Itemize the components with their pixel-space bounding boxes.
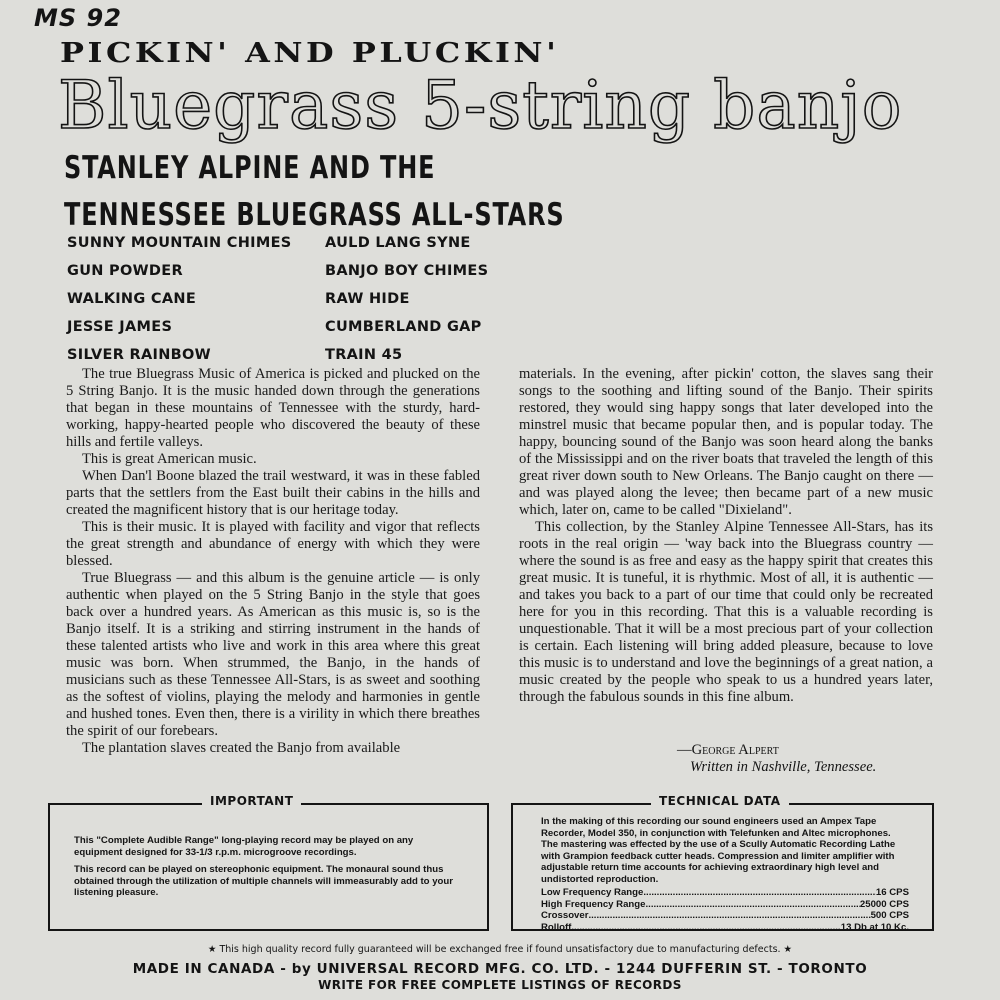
track-item: SUNNY MOUNTAIN CHIMES — [67, 235, 292, 251]
tech-row — [541, 887, 909, 899]
tech-row — [541, 899, 909, 911]
track-item: GUN POWDER — [67, 263, 183, 279]
manufacturer-line: MADE IN CANADA - by UNIVERSAL RECORD MFG. CO. LTD. - 1244 DUFFERIN ST. - TORONTO — [132, 961, 868, 977]
album-subtitle: PICKIN' AND PLUCKIN' — [60, 38, 560, 69]
technical-data-title: TECHNICAL DATA — [651, 796, 789, 808]
liner-paragraph: When Dan'l Boone blazed the trail westward, it was in these fabled parts that the settlers from the East built their cabins in the hills and created the magnificent history that is our heritage today. — [66, 468, 480, 518]
track-item: TRAIN 45 — [325, 347, 403, 363]
liner-notes-left — [66, 366, 480, 757]
track-item: WALKING CANE — [67, 291, 197, 307]
important-title: IMPORTANT — [202, 796, 301, 808]
tech-label: Low Frequency Range — [541, 887, 644, 898]
liner-paragraph: This is their music. It is played with facility and vigor that reflects the great strength and abundance of energy with which they were blessed. — [66, 519, 480, 569]
track-item: BANJO BOY CHIMES — [325, 263, 489, 279]
tech-value: 16 CPS — [875, 887, 909, 898]
track-item: RAW HIDE — [325, 291, 410, 307]
liner-paragraph: The true Bluegrass Music of America is picked and plucked on the 5 String Banjo. It is the music handed down through the generations that began in these mountains of Tennessee with the sturdy, hard-working, happy-hearted people who discovered the beauty of these hills and fertile valleys. — [66, 366, 480, 450]
catalog-number: MS 92 — [34, 4, 122, 32]
important-para: This "Complete Audible Range" long-playing record may be played on any equipment designed for 33-1/3 r.p.m. microgroove recordings. — [74, 835, 414, 858]
important-para: This record can be played on stereophonic equipment. The monaural sound thus obtained through the utilization of multiple channels will immeasurably add to your listening pleasure. — [74, 864, 453, 898]
track-item: AULD LANG SYNE — [325, 235, 471, 251]
technical-intro: In the making of this recording our sound engineers used an Ampex Tape Recorder, Model 350, in conjunction with Telefunken and Altec microphones. The mastering was effected by the use of a Scully Automatic Recording Lathe with Grampion feedback cutter heads. Compression and limiter amplifier with adjustable return time accounts for achieving extraordinary high level and undistorted reproduction. — [541, 816, 896, 885]
album-title: Bluegrass 5-string banjo — [58, 67, 903, 144]
liner-paragraph: This collection, by the Stanley Alpine Tennessee All-Stars, has its roots in the real origin — 'way back into the Bluegrass country — where the sound is as free and easy as the happy spirit that creates this great music. It is tuneful, it is rhythmic. Most of all, it is authentic — and takes you back to a part of our time that could only be recreated here for you in this recording. That this is a valuable recording is unquestionable. That it will be a most precious part of your collection is certain. Each listening will bring added pleasure, because to love this music is to understand and love the beginnings of a great nation, a music created by the people who speak to us a hundred years later, through the fabulous sounds in this fine album. — [519, 519, 933, 705]
important-box — [48, 794, 489, 931]
technical-data-box — [511, 794, 934, 933]
track-item: SILVER RAINBOW — [67, 347, 211, 363]
artist-line-1: STANLEY ALPINE AND THE — [64, 150, 436, 186]
signature-place: Written in Nashville, Tennessee. — [690, 759, 877, 775]
liner-paragraph: This is great American music. — [82, 451, 257, 467]
liner-paragraph: True Bluegrass — and this album is the genuine article — is only authentic when played on the 5 String Banjo in the style that goes back over a hundred years. As American as this music is, so is the Banjo itself. It is a striking and stirring instrument in the hands of these talented artists who live and work in this area where this great music was born. When strummed, the Banjo, in the hands of musicians such as these Tennessee All-Stars, is as sweet and soothing as the softest of violins, playing the melody and harmonies in gentle and hushed tones. Even then, there is a virility in which there breathes the spirit of our forebears. — [66, 570, 480, 739]
artist-line-2: TENNESSEE BLUEGRASS ALL-STARS — [64, 197, 565, 233]
liner-notes-right — [519, 366, 933, 706]
tech-label: High Frequency Range — [541, 898, 646, 910]
tech-row — [541, 910, 909, 922]
tech-value: 13 Db at 10 Kc. — [840, 921, 909, 933]
tech-value: 25000 CPS — [859, 898, 909, 910]
guarantee-line: ★ This high quality record fully guaranteed will be exchanged free if found unsatisfactory due to manufacturing defects. ★ — [207, 944, 793, 955]
tech-label: Rolloff — [541, 921, 572, 933]
tech-value: 500 CPS — [870, 910, 909, 921]
liner-paragraph: The plantation slaves created the Banjo from available — [82, 740, 401, 756]
tech-label: Crossover — [541, 910, 589, 921]
tech-row — [541, 922, 909, 934]
track-item: CUMBERLAND GAP — [325, 319, 482, 335]
signature-name: —George Alpert — [677, 742, 779, 758]
listing-line: WRITE FOR FREE COMPLETE LISTINGS OF RECORDS — [318, 978, 682, 992]
track-item: JESSE JAMES — [67, 319, 173, 335]
liner-paragraph: materials. In the evening, after pickin' cotton, the slaves sang their songs to the soothing and lifting sound of the Banjo. Their spirits restored, they would sing happy songs that later developed into the minstrel music that became popular then, and is popular today. The happy, bouncing sound of the Banjo was soon heard along the banks of the Mississippi and on the river boats that traveled the length of this great river down south to New Orleans. The Banjo caught on there — and was played along the levee; then became part of a new music which, later on, came to be called "Dixieland". — [519, 366, 933, 518]
